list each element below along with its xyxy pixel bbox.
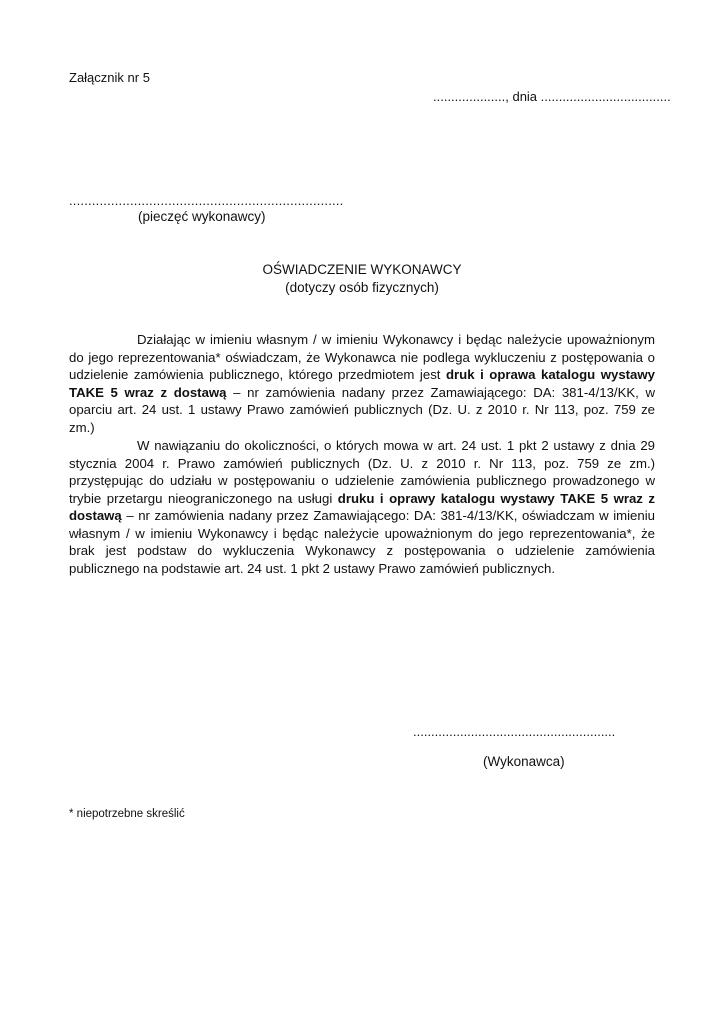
title-main: OŚWIADCZENIE WYKONAWCY (262, 262, 462, 277)
paragraph-1-text-start: Działając w imieniu własnym / w imieniu Wykonawcy i będąc należycie upoważnionym do jego reprezentowania* oświadczam, że Wykonawca nie podlega wykluczeniu z postępowania o udzielenie zamówienia publicznego, którego przedmiotem jest (69, 332, 655, 382)
attachment-number: Załącznik nr 5 (69, 70, 150, 85)
paragraph-2-text-end: – nr zamówienia nadany przez Zamawiającego: DA: 381-4/13/KK, oświadczam w imieniu własnym / w imieniu Wykonawcy i będąc należycie upoważnionym do jego reprezentowania*, że brak jest podstaw do wykluczenia Wykonawcy z postępowania o udzielenie zamówienia publicznego na podstawie art. 24 ust. 1 pkt 2 ustawy Prawo zamówień publicznych. (69, 508, 655, 576)
declaration-paragraph-2 (69, 437, 655, 577)
paragraph-2-text-start: W nawiązaniu do okoliczności, o których mowa w art. 24 ust. 1 pkt 2 ustawy z dnia 29 stycznia 2004 r. Prawo zamówień publicznych (Dz. U. z 2010 r. Nr 113, poz. 759 ze zm.) przystępując do udziału w postępowaniu o udzielenie zamówienia publicznego prowadzonego w trybie przetargu nieograniczonego na usługi (69, 438, 655, 506)
place-date-line: ...................., dnia .................................... (433, 89, 671, 104)
declaration-paragraph-1 (69, 331, 655, 436)
paragraph-1-text-end: – nr zamówienia nadany przez Zamawiającego: DA: 381-4/13/KK, w oparciu art. 24 ust. 1 ustawy Prawo zamówień publicznych (Dz. U. z 2010 r. Nr 113, poz. 759 ze zm.) (69, 384, 655, 435)
footnote: * niepotrzebne skreślić (69, 808, 185, 820)
signature-dotted-line: ........................................................ (413, 724, 616, 739)
stamp-label: (pieczęć wykonawcy) (138, 209, 266, 224)
stamp-dotted-line: ........................................................................ (69, 193, 344, 208)
document-title (262, 261, 462, 297)
paragraph-1-subject-bold: druk i oprawa katalogu wystawy TAKE 5 wraz z dostawą (69, 367, 655, 400)
signature-label: (Wykonawca) (483, 754, 565, 769)
paragraph-2-subject-bold: druku i oprawy katalogu wystawy TAKE 5 wraz z dostawą (69, 490, 655, 523)
title-subtitle: (dotyczy osób fizycznych) (285, 280, 439, 295)
